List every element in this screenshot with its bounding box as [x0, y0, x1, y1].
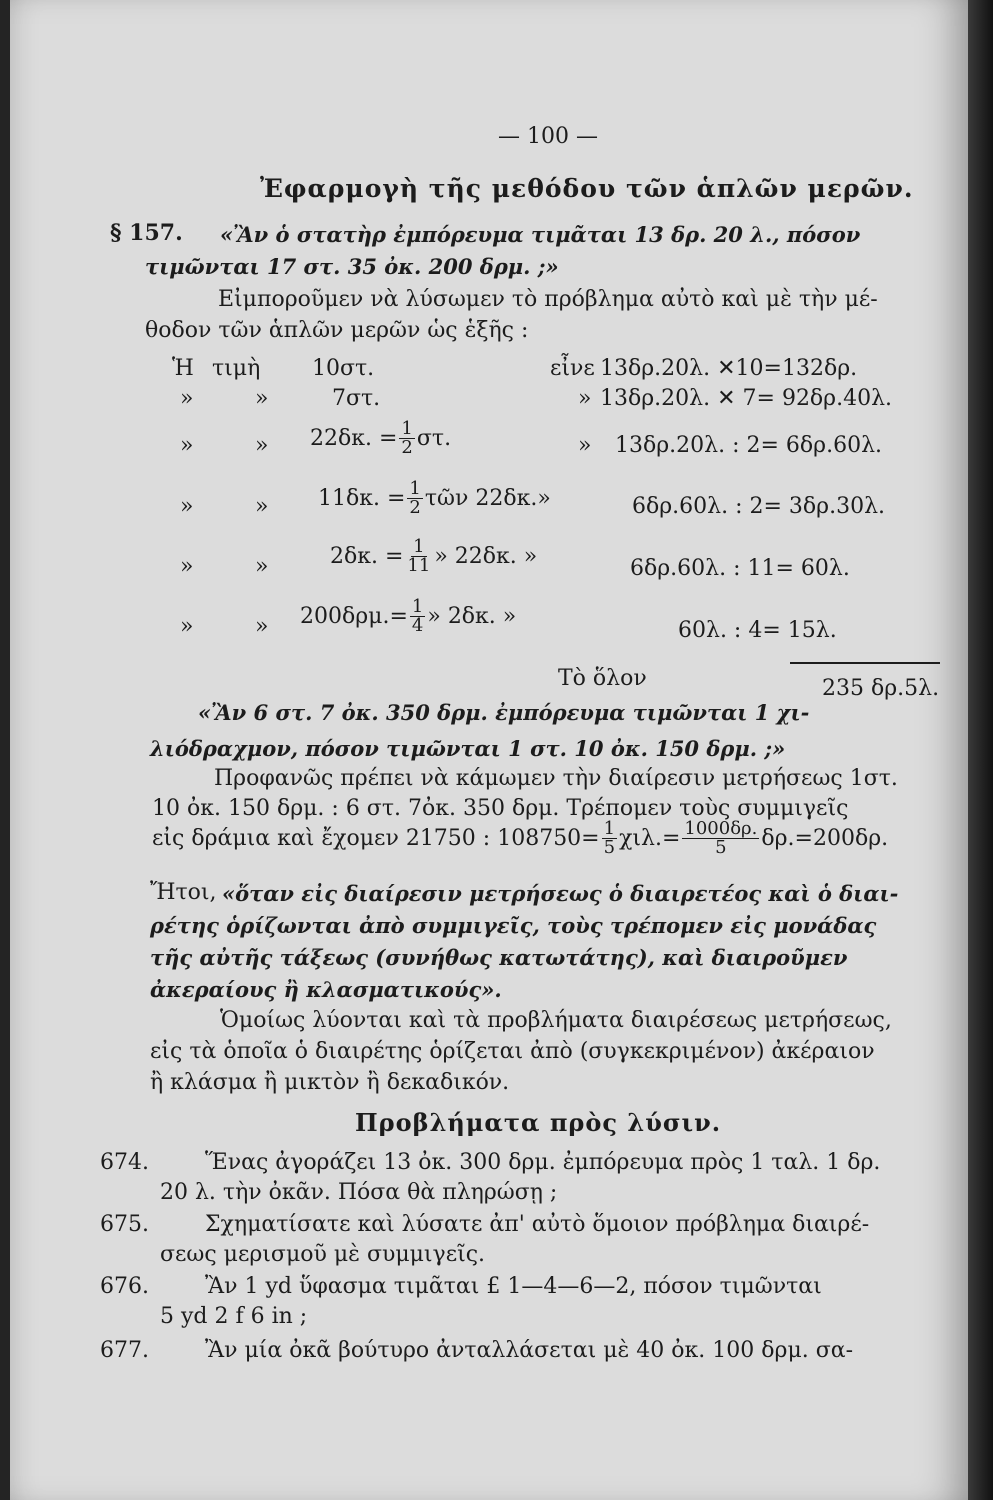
- problem2-line2: λιόδραχμον, πόσον τιμῶνται 1 στ. 10 ὀκ. 150 δρμ. ;»: [150, 736, 786, 761]
- rule-line1: «ὅταν εἰς διαίρεσιν μετρήσεως ὁ διαιρετέος καὶ ὁ διαι-: [222, 881, 899, 906]
- problem-number: 677.: [100, 1338, 149, 1363]
- table-row-result: 6δρ.60λ. : 2= 3δρ.30λ.: [632, 494, 886, 519]
- problem1-line1: «Ἂν ὁ στατὴρ ἐμπόρευμα τιμᾶται 13 δρ. 20 λ., πόσον: [220, 222, 861, 247]
- table-row-quantity: [310, 420, 451, 457]
- section-title: Ἐφαρμογὴ τῆς μεθόδου τῶν ἁπλῶν μερῶν.: [260, 174, 914, 203]
- table-row-ditto: »: [255, 386, 269, 411]
- fraction: [407, 480, 422, 517]
- problem-text-line1: Ἂν μία ὀκᾶ βούτυρο ἀνταλλάσεται μὲ 40 ὀκ. 100 δρμ. σα-: [205, 1338, 854, 1363]
- fraction-denominator: 4: [411, 615, 424, 636]
- table-row-relation: » 22δκ. »: [434, 544, 538, 569]
- table-row-quantity: [330, 538, 537, 575]
- rule-line3: τῆς αὐτῆς τάξεως (συνήθως κατωτάτης), καὶ διαιροῦμεν: [150, 945, 848, 970]
- table-row-result: 6δρ.60λ. : 11= 60λ.: [630, 556, 850, 581]
- table-row-verb: »: [578, 433, 592, 458]
- sum-rule: [790, 662, 940, 664]
- table-row-ditto: τιμὴ: [212, 356, 261, 381]
- table-row-ditto: »: [255, 494, 269, 519]
- table-row-quantity-text: 200δρμ.=: [300, 604, 408, 629]
- table-row-quantity-text: 11δκ. =: [318, 486, 406, 511]
- table-row-quantity: [318, 480, 551, 517]
- solution-text-b: χιλ.=: [619, 826, 681, 851]
- table-row-quantity: [300, 598, 516, 635]
- table-row-relation: στ.: [416, 426, 452, 451]
- section-number: § 157.: [110, 220, 183, 246]
- intro-line2: θοδον τῶν ἁπλῶν μερῶν ὡς ἑξῆς :: [145, 318, 529, 343]
- table-row-quantity: 10στ.: [312, 356, 375, 381]
- problem-text-line2: 20 λ. τὴν ὀκᾶν. Πόσα θὰ πληρώσῃ ;: [160, 1180, 558, 1205]
- table-row-ditto: »: [255, 554, 269, 579]
- table-row-prefix: »: [180, 386, 194, 411]
- table-row-ditto: »: [255, 433, 269, 458]
- table-row-verb: εἶνε: [550, 356, 595, 381]
- problem1-line2: τιμῶνται 17 στ. 35 ὀκ. 200 δρμ. ;»: [145, 254, 559, 279]
- total-value: 235 δρ.5λ.: [822, 676, 940, 701]
- rule-line4: ἀκεραίους ἢ κλασματικούς».: [150, 977, 502, 1002]
- table-row-result: 13δρ.20λ. ✕10=132δρ.: [600, 356, 858, 381]
- similar-line2: εἰς τὰ ὁποῖα ὁ διαιρέτης ὁρίζεται ἀπὸ (συγκεκριμένον) ἀκέραιον: [150, 1039, 875, 1064]
- problem-text-line1: Ἕνας ἀγοράζει 13 ὀκ. 300 δρμ. ἐμπόρευμα πρὸς 1 ταλ. 1 δρ.: [205, 1150, 881, 1175]
- similar-line1: Ὁμοίως λύονται καὶ τὰ προβλήματα διαιρέσεως μετρήσεως,: [220, 1008, 892, 1033]
- fraction-denominator: 5: [603, 837, 616, 858]
- problem-number: 674.: [100, 1150, 149, 1175]
- table-row-quantity-text: 22δκ. =: [310, 426, 398, 451]
- fraction-denominator: 5: [715, 837, 727, 858]
- solution-line3: [152, 820, 888, 857]
- table-row-quantity-text: 2δκ. =: [330, 544, 404, 569]
- table-row-quantity: 7στ.: [332, 386, 381, 411]
- table-row-result: 60λ. : 4= 15λ.: [678, 618, 837, 643]
- page-gutter: [968, 0, 993, 1500]
- table-row-verb: »: [578, 386, 592, 411]
- table-row-result: 13δρ.20λ. ✕ 7= 92δρ.40λ.: [600, 386, 893, 411]
- table-row-prefix: »: [180, 433, 194, 458]
- intro-line1: Εἰμποροῦμεν νὰ λύσωμεν τὸ πρόβλημα αὐτὸ καὶ μὲ τὴν μέ-: [218, 287, 878, 312]
- fraction-numerator: 1: [413, 536, 425, 557]
- fraction: [405, 538, 432, 575]
- solution-line2: 10 ὀκ. 150 δρμ. : 6 στ. 7ὀκ. 350 δρμ. Τρέπομεν τοὺς συμμιγεῖς: [152, 796, 849, 821]
- problems-heading: Προβλήματα πρὸς λύσιν.: [355, 1108, 722, 1137]
- problem-text-line1: Ἂν 1 yd ὕφασμα τιμᾶται £ 1—4—6—2, πόσον τιμῶνται: [205, 1274, 822, 1299]
- problem-text-line2: σεως μερισμοῦ μὲ συμμιγεῖς.: [160, 1242, 486, 1267]
- fraction: [602, 820, 617, 857]
- problem-number: 675.: [100, 1212, 149, 1237]
- book-page: [10, 0, 968, 1500]
- rule-line2: ρέτης ὁρίζωνται ἀπὸ συμμιγεῖς, τοὺς τρέπομεν εἰς μονάδας: [150, 913, 877, 938]
- problem-number: 676.: [100, 1274, 149, 1299]
- fraction-denominator: 2: [401, 437, 413, 458]
- fraction-numerator: 1000δρ.: [684, 818, 758, 839]
- problem-text-line1: Σχηματίσατε καὶ λύσατε ἀπ' αὐτὸ ὅμοιον πρόβλημα διαιρέ-: [205, 1212, 870, 1237]
- fraction-numerator: 1: [603, 818, 616, 839]
- fraction-numerator: 1: [401, 418, 413, 439]
- table-row-prefix: Ἡ: [172, 356, 194, 381]
- fraction-denominator: 11: [407, 555, 431, 576]
- fraction: [399, 420, 414, 457]
- solution-line1: Προφανῶς πρέπει νὰ κάμωμεν τὴν διαίρεσιν μετρήσεως 1στ.: [214, 766, 898, 791]
- total-label: Τὸ ὅλον: [558, 666, 647, 691]
- table-row-prefix: »: [180, 554, 194, 579]
- table-row-prefix: »: [180, 614, 194, 639]
- similar-line3: ἢ κλάσμα ἢ μικτὸν ἢ δεκαδικόν.: [150, 1070, 510, 1095]
- solution-text-c: δρ.=200δρ.: [761, 826, 889, 851]
- problem2-line1: «Ἂν 6 στ. 7 ὀκ. 350 δρμ. ἐμπόρευμα τιμῶνται 1 χι-: [198, 700, 810, 725]
- page-number: — 100 —: [498, 124, 598, 149]
- fraction-denominator: 2: [409, 497, 421, 518]
- table-row-relation: » 2δκ. »: [427, 604, 517, 629]
- rule-lead: Ἤτοι,: [150, 880, 217, 905]
- fraction: [682, 820, 759, 857]
- fraction-numerator: 1: [411, 596, 424, 617]
- table-row-ditto: »: [255, 614, 269, 639]
- fraction: [410, 598, 425, 635]
- table-row-relation: τῶν 22δκ.»: [424, 486, 551, 511]
- problem-text-line2: 5 yd 2 f 6 in ;: [160, 1304, 308, 1329]
- fraction-numerator: 1: [409, 478, 421, 499]
- solution-text-a: εἰς δράμια καὶ ἔχομεν 21750 : 108750=: [152, 826, 600, 851]
- table-row-result: 13δρ.20λ. : 2= 6δρ.60λ.: [615, 433, 883, 458]
- table-row-prefix: »: [180, 494, 194, 519]
